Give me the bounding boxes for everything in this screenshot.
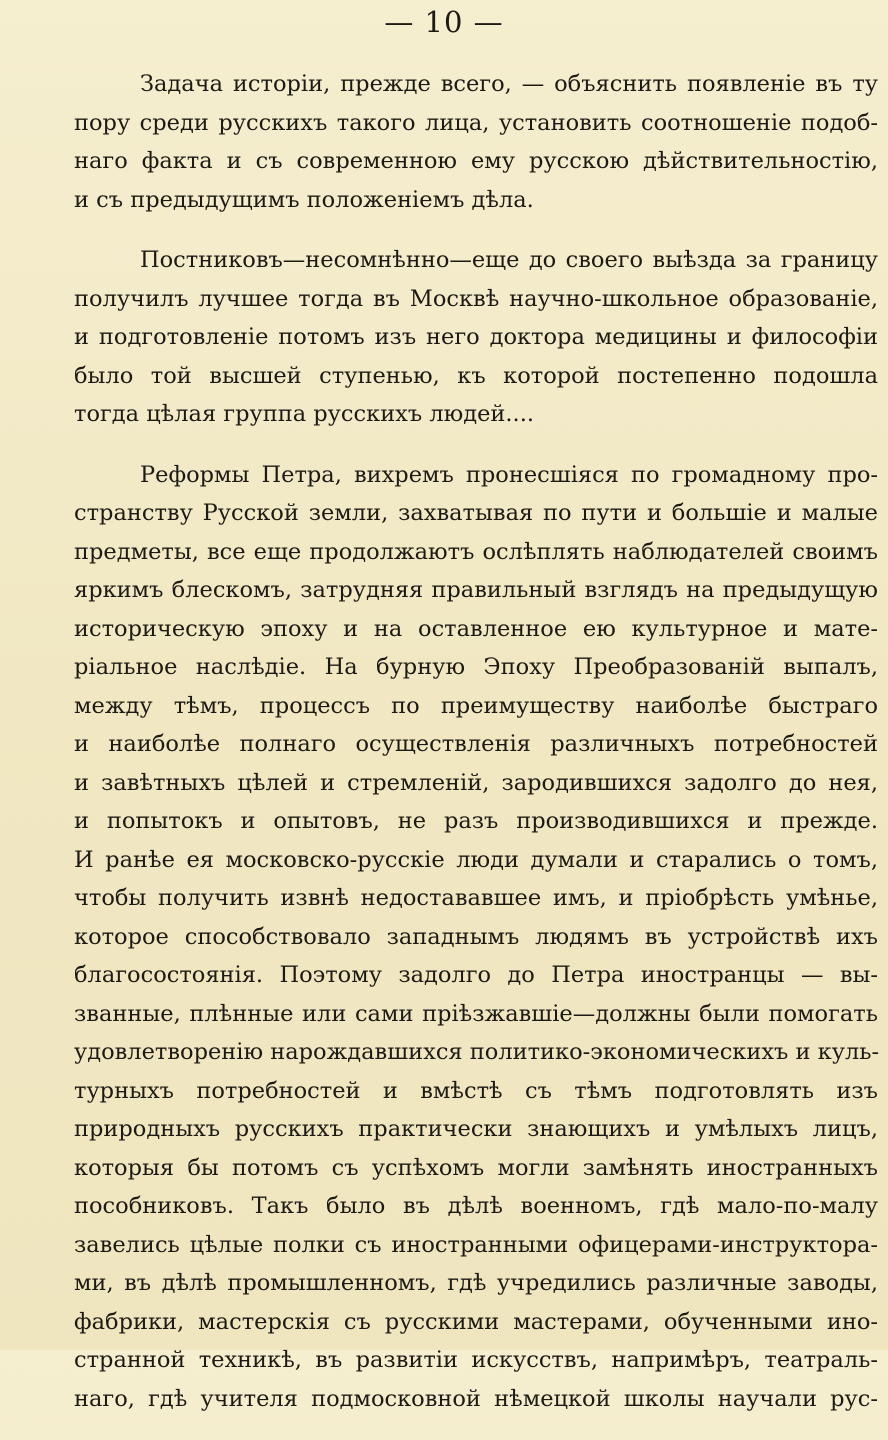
text-line: турныхъ потребностей и вмѣстѣ съ тѣмъ подготовлять изъ	[74, 1077, 878, 1104]
text-line: природныхъ русскихъ практически знающихъ и умѣлыхъ лицъ,	[74, 1116, 878, 1142]
paragraph	[74, 456, 878, 1419]
text-line: странству Русской земли, захватывая по пути и большіе и малые	[74, 500, 878, 526]
text-line: историческую эпоху и на оставленное ею культурное и мате-	[74, 615, 878, 642]
text-line: ріальное наслѣдіе. На бурную Эпоху Преобразованій выпалъ,	[74, 654, 878, 680]
text-line: яркимъ блескомъ, затрудняя правильный взглядъ на предыдущую	[74, 577, 878, 603]
text-line: Задача исторіи, прежде всего, — объяснить появленіе въ ту	[140, 71, 878, 97]
text-line: Постниковъ—несомнѣнно—еще до своего выѣзда за границу	[140, 247, 878, 273]
text-line: пособниковъ. Такъ было въ дѣлѣ военномъ, гдѣ мало-по-малу	[74, 1193, 878, 1219]
text-line: было той высшей ступенью, къ которой постепенно подошла	[74, 362, 878, 389]
text-line: фабрики, мастерскія съ русскими мастерами, обученными ино-	[74, 1308, 878, 1335]
paragraph	[74, 241, 878, 434]
text-line: наго, гдѣ учителя подмосковной нѣмецкой школы научали рус-	[74, 1385, 878, 1412]
text-line: Реформы Петра, вихремъ пронесшіяся по громадному про-	[140, 461, 878, 488]
text-line: званные, плѣнные или сами пріѣзжавшіе—должны были помогать	[74, 1000, 878, 1027]
text-line: завелись цѣлые полки съ иностранными офицерами-инструктора-	[74, 1231, 878, 1258]
text-line: ми, въ дѣлѣ промышленномъ, гдѣ учредились различные заводы,	[74, 1270, 878, 1296]
text-line: и подготовленіе потомъ изъ него доктора медицины и философіи	[74, 324, 878, 350]
paragraph	[74, 65, 878, 219]
text-line: И ранѣе ея московско-русскіе люди думали и старались о томъ,	[74, 846, 878, 873]
text-line: пору среди русскихъ такого лица, установить соотношеніе подоб-	[74, 109, 878, 136]
text-line: благосостоянія. Поэтому задолго до Петра иностранцы — вы-	[74, 962, 878, 988]
text-line: и попытокъ и опытовъ, не разъ производившихся и прежде.	[74, 808, 878, 834]
text-line: тогда цѣлая группа русскихъ людей....	[74, 401, 534, 427]
text-line: которыя бы потомъ съ успѣхомъ могли замѣнять иностранныхъ	[74, 1154, 878, 1181]
text-line: получилъ лучшее тогда въ Москвѣ научно-школьное образованіе,	[74, 285, 878, 312]
text-line: удовлетворенію нарождавшихся политико-экономическихъ и куль-	[74, 1039, 880, 1065]
text-line: странной техникѣ, въ развитіи искусствъ, напримѣръ, театраль-	[74, 1347, 878, 1373]
text-line: наго факта и съ современною ему русскою дѣйствительностію,	[74, 148, 878, 174]
text-line: которое способствовало западнымъ людямъ въ устройствѣ ихъ	[74, 923, 878, 950]
text-line: и завѣтныхъ цѣлей и стремленій, зародившихся задолго до нея,	[74, 769, 878, 796]
text-line: предметы, все еще продолжаютъ ослѣплять наблюдателей своимъ	[74, 538, 878, 565]
page-number: — 10 —	[384, 5, 504, 39]
text-line: и съ предыдущимъ положеніемъ дѣла.	[74, 186, 534, 213]
body-text	[74, 65, 878, 1440]
text-line: между тѣмъ, процессъ по преимуществу наиболѣе быстраго	[74, 692, 878, 719]
text-line: чтобы получить извнѣ недостававшее имъ, и пріобрѣсть умѣнье,	[74, 885, 878, 911]
text-line: и наиболѣе полнаго осуществленія различныхъ потребностей	[74, 731, 878, 757]
